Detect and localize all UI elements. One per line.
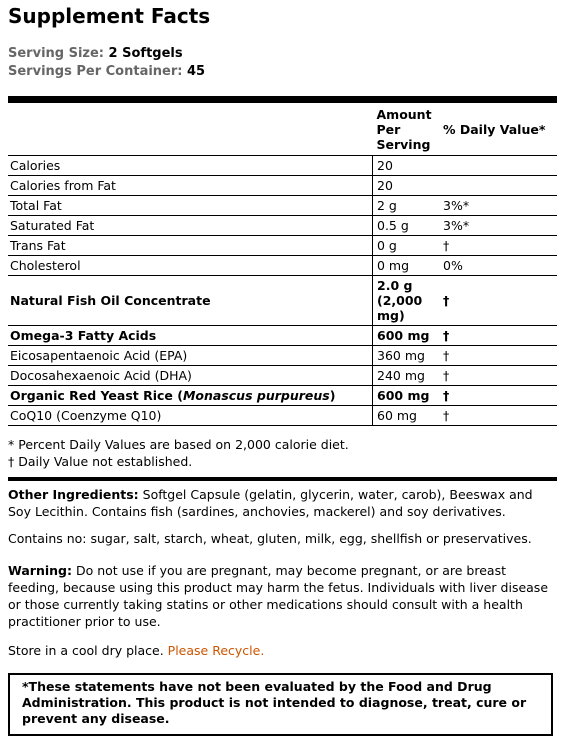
serving-size-value: 2 Softgels [108,46,183,61]
row-dv [441,156,557,176]
servings-per-container-value: 45 [187,64,206,79]
table-row [8,276,557,326]
row-dv: 3%* [441,216,557,236]
row-name: Calories from Fat [8,176,373,196]
row-name: Omega-3 Fatty Acids [8,326,373,346]
row-dv: † [441,326,557,346]
row-name-suffix: ) [329,388,336,403]
row-name [8,386,373,406]
table-row [8,366,557,386]
warning [8,562,557,630]
storage-text: Store in a cool dry place. [8,643,168,658]
row-amount: 0 g [373,236,442,256]
servings-per-container [8,64,205,79]
fda-disclaimer: *These statements have not been evaluated by the Food and Drug Administration. This product is not intended to diagnose, treat, cure or prevent any disease. [8,673,553,736]
serving-size-label: Serving Size: [8,46,105,61]
table-row [8,196,557,216]
row-name: Trans Fat [8,236,373,256]
row-amount: 600 mg [373,386,442,406]
row-dv: 0% [441,256,557,276]
row-amount: 20 [373,176,442,196]
row-name: Eicosapentaenoic Acid (EPA) [8,346,373,366]
row-amount: 20 [373,156,442,176]
row-dv: 3%* [441,196,557,216]
row-amount: 2.0 g (2,000 mg) [373,276,442,326]
contains-no: Contains no: sugar, salt, starch, wheat, gluten, milk, egg, shellfish or preservatives. [8,531,532,546]
table-row [8,236,557,256]
row-amount: 600 mg [373,326,442,346]
row-dv: † [441,276,557,326]
table-row [8,176,557,196]
row-name: Cholesterol [8,256,373,276]
page-title: Supplement Facts [8,4,211,28]
row-name: Saturated Fat [8,216,373,236]
warning-text: Do not use if you are pregnant, may become pregnant, or are breast feeding, because using this product may harm the fetus. Individuals with liver disease or those currently taking statins or other medications should consult with a health practitioner prior to use. [8,563,549,629]
table-row [8,156,557,176]
table-header [8,103,557,156]
row-name: Docosahexaenoic Acid (DHA) [8,366,373,386]
row-amount: 240 mg [373,366,442,386]
table-row [8,406,557,426]
servings-per-container-label: Servings Per Container: [8,64,183,79]
thick-divider-bottom [8,477,557,481]
row-dv: † [441,386,557,406]
recycle-note: Please Recycle. [167,643,265,658]
row-name: Total Fat [8,196,373,216]
amount-header: Amount Per Serving [373,103,442,156]
row-name-prefix: Organic Red Yeast Rice ( [10,388,183,403]
row-name: Calories [8,156,373,176]
row-dv: † [441,406,557,426]
footnote-percent: * Percent Daily Values are based on 2,000 calorie diet. [8,437,349,452]
row-name-latin: Monascus purpureus [182,388,330,403]
row-dv: † [441,236,557,256]
row-amount: 0.5 g [373,216,442,236]
footnote-dagger: † Daily Value not established. [8,454,193,469]
facts-table [8,103,557,426]
row-dv [441,176,557,196]
row-amount: 360 mg [373,346,442,366]
row-amount: 0 mg [373,256,442,276]
other-ingredients-text: Softgel Capsule (gelatin, glycerin, water, carob), Beeswax and Soy Lecithin. Contains fish (sardines, anchovies, mackerel) and soy derivatives. [8,487,533,519]
row-dv: † [441,366,557,386]
row-amount: 60 mg [373,406,442,426]
daily-value-header: % Daily Value* [441,103,557,156]
thick-divider [8,96,557,103]
other-ingredients [8,486,557,520]
storage [8,642,557,659]
row-amount: 2 g [373,196,442,216]
header-blank [8,103,373,156]
warning-label: Warning: [8,563,72,578]
other-ingredients-label: Other Ingredients: [8,487,139,502]
row-name: CoQ10 (Coenzyme Q10) [8,406,373,426]
table-row [8,256,557,276]
serving-size [8,46,183,61]
row-name: Natural Fish Oil Concentrate [8,276,373,326]
table-row [8,216,557,236]
row-dv: † [441,346,557,366]
table-row [8,386,557,406]
table-row [8,346,557,366]
table-row [8,326,557,346]
